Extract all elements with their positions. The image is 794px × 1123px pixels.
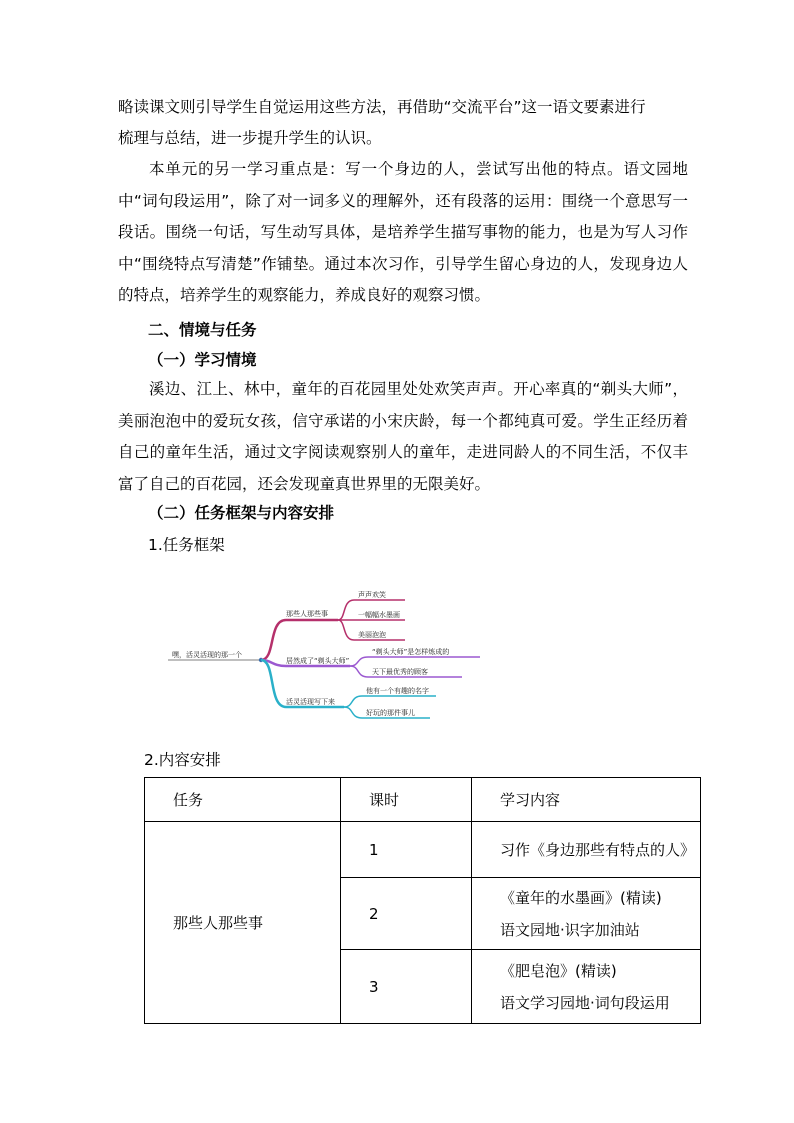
- content-line: 《童年的水墨画》(精读): [500, 888, 662, 907]
- table-header-row: [145, 778, 701, 822]
- item-content-arrangement: 2.内容安排: [144, 751, 221, 769]
- mindmap-branch-3-child-1-line: [344, 696, 436, 707]
- subsection-heading-tasks: （二）任务框架与内容安排: [148, 504, 335, 522]
- item-task-framework: 1.任务框架: [148, 536, 225, 554]
- task-mindmap: [168, 578, 488, 728]
- header-task: 任务: [145, 778, 341, 822]
- subsection-heading-situation: （一）学习情境: [148, 351, 257, 369]
- mindmap-branch-2: 居然成了“剃头大师”: [286, 657, 350, 665]
- mindmap-branch-2-child-1: “剃头大师”是怎样炼成的: [372, 648, 450, 656]
- mindmap-branch-3-child-1: 他有一个有趣的名字: [366, 687, 429, 695]
- hour-cell: 2: [341, 878, 472, 950]
- content-line: 语文学习园地·词句段运用: [500, 993, 670, 1012]
- mindmap-branch-2-child-1-line: [350, 657, 480, 666]
- mindmap-branch-3: 活灵活现写下来: [286, 698, 335, 706]
- mindmap-branch-3-child-2: 好玩的那件事儿: [366, 709, 415, 717]
- header-content: 学习内容: [472, 778, 701, 822]
- paragraph-1-line-2: 梳理与总结，进一步提升学生的认识。: [118, 129, 382, 147]
- hour-cell: 3: [341, 950, 472, 1024]
- task-cell: 那些人那些事: [145, 822, 341, 1024]
- content-cell: [472, 822, 701, 878]
- situation-paragraph: 溪边、江上、林中，童年的百花园里处处欢笑声声。开心率真的“剃头大师”，美丽泡泡中的爱玩女孩，信守承诺的小宋庆龄，每一个都纯真可爱。学生正经历着自己的童年生活，通过文字阅读观察别人的童年，走进同龄人的不同生活，不仅丰富了自己的百花园，还会发现童真世界里的无限美好。: [118, 380, 688, 493]
- mindmap-branch-2-child-2: 天下最优秀的顾客: [372, 668, 428, 676]
- mindmap-branch-1-child-1: 声声欢笑: [358, 591, 386, 599]
- mindmap-root: 嘿，活灵活现的那一个: [172, 651, 242, 659]
- content-line: 习作《身边那些有特点的人》: [500, 840, 696, 859]
- mindmap-branch-1: 那些人那些事: [286, 610, 328, 618]
- content-line: 语文园地·识字加油站: [500, 920, 640, 939]
- hour-cell: 1: [341, 822, 472, 878]
- paragraph-2: 本单元的另一学习重点是：写一个身边的人，尝试写出他的特点。语文园地中“词句段运用”，除了对一词多义的理解外，还有段落的运用：围绕一个意思写一段话。围绕一句话，写生动写具体，是培养学生描写事物的能力，也是为写人习作中“围绕特点写清楚”作铺垫。通过本次习作，引导学生留心身边的人，发现身边人的特点，培养学生的观察能力，养成良好的观察习惯。: [118, 160, 688, 304]
- mindmap-branch-1-child-2: 一幅幅水墨画: [358, 611, 400, 619]
- content-line: 《肥皂泡》(精读): [500, 961, 617, 980]
- content-arrangement-table: [144, 777, 701, 1024]
- mindmap-branch-1-line: [261, 620, 338, 660]
- header-hours: 课时: [341, 778, 472, 822]
- mindmap-branch-1-child-3: 美丽泡泡: [358, 631, 386, 639]
- section-heading: 二、情境与任务: [148, 321, 257, 339]
- content-cell: [472, 878, 701, 950]
- table-row: [145, 822, 701, 878]
- paragraph-1-line-1: 略读课文则引导学生自觉运用这些方法，再借助“交流平台”这一语文要素进行: [118, 98, 646, 116]
- content-cell: [472, 950, 701, 1024]
